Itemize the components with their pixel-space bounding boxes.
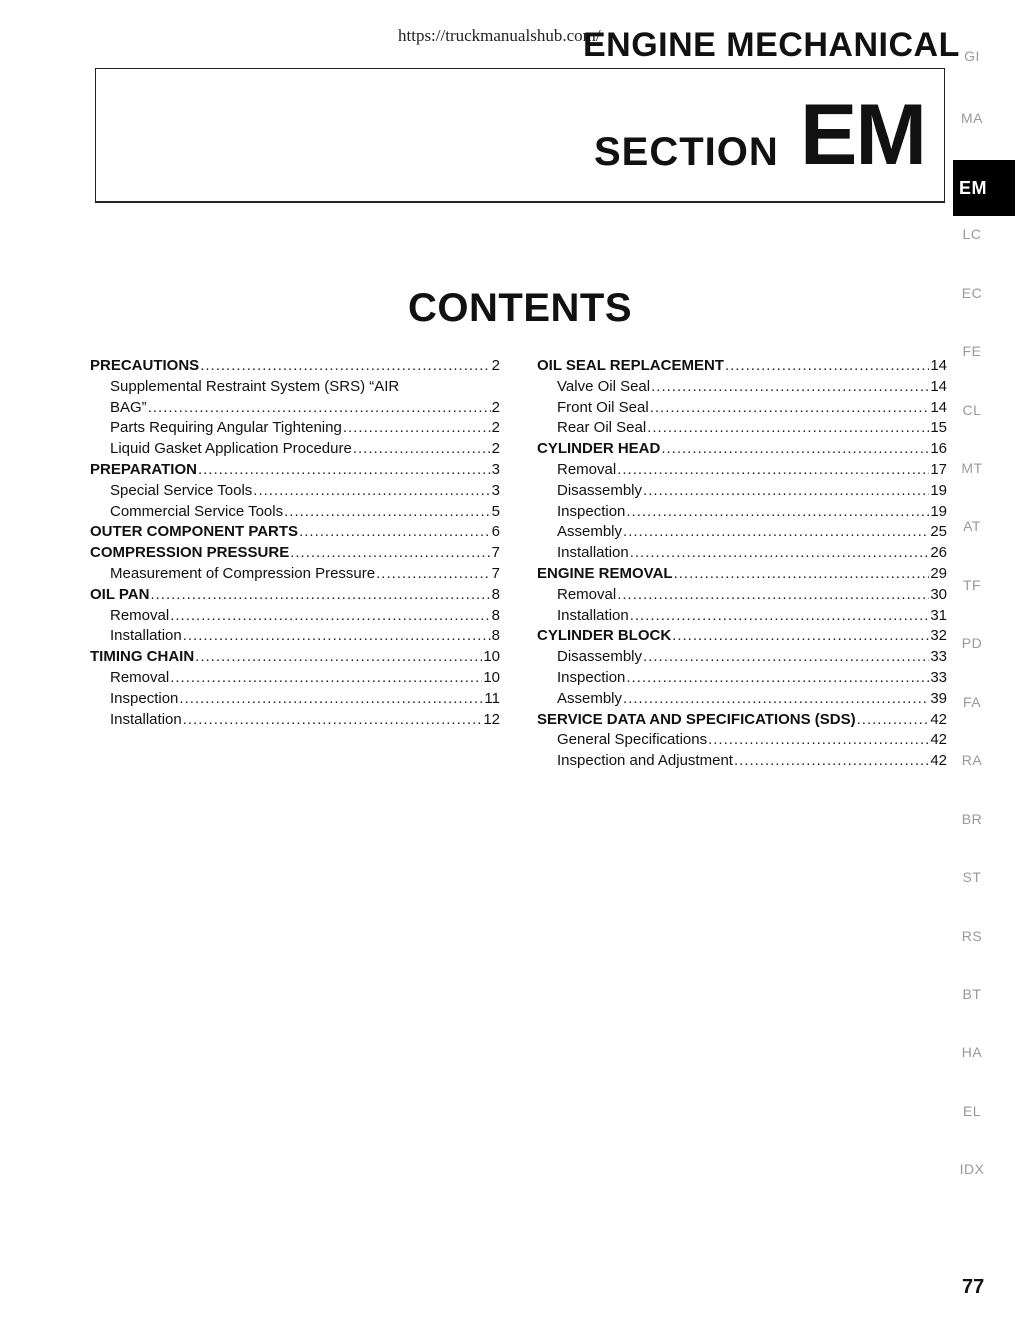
toc-entry-page: 16 [930, 440, 947, 458]
toc-entry-page: 8 [491, 627, 500, 645]
toc-leader-dots [170, 606, 490, 627]
toc-heading-entry [90, 647, 500, 668]
toc-entry [537, 606, 947, 627]
toc-leader-dots [200, 356, 490, 377]
toc-heading-entry [90, 522, 500, 543]
toc-leader-dots [376, 564, 491, 585]
toc-entry-page: 8 [491, 606, 500, 624]
toc-entry [90, 398, 500, 419]
toc-entry-page: 15 [930, 419, 947, 437]
toc-entry [537, 543, 947, 564]
toc-entry-label: CYLINDER BLOCK [537, 627, 672, 645]
section-tab-el[interactable]: EL [962, 1103, 982, 1119]
toc-leader-dots [183, 710, 483, 731]
toc-entry-page: 11 [484, 689, 500, 707]
section-tab-bt[interactable]: BT [962, 986, 982, 1002]
section-tab-cl[interactable]: CL [962, 402, 982, 418]
toc-heading-entry [90, 460, 500, 481]
toc-column-right [537, 356, 947, 772]
toc-entry [90, 626, 500, 647]
toc-leader-dots [630, 606, 930, 627]
toc-entry-label: Valve Oil Seal [557, 377, 651, 395]
toc-entry-label: Special Service Tools [110, 481, 253, 499]
toc-entry-page: 14 [930, 357, 947, 374]
toc-leader-dots [734, 751, 929, 772]
toc-entry [90, 689, 500, 710]
section-tab-ra[interactable]: RA [961, 752, 983, 768]
toc-leader-dots [195, 647, 482, 668]
toc-leader-dots [643, 481, 929, 502]
section-tab-ha[interactable]: HA [961, 1044, 983, 1060]
toc-entry-page: 39 [930, 689, 947, 707]
toc-heading-entry [537, 356, 947, 377]
toc-entry [537, 647, 947, 668]
toc-entry-label: SERVICE DATA AND SPECIFICATIONS (SDS) [537, 710, 856, 728]
toc-entry-page: 14 [930, 377, 947, 395]
toc-entry-page: 2 [491, 440, 500, 458]
toc-entry-label: TIMING CHAIN [90, 648, 195, 666]
toc-entry-page: 7 [491, 544, 500, 562]
toc-heading-entry [537, 564, 947, 585]
toc-entry-page: 32 [930, 627, 947, 645]
toc-entry-label: OUTER COMPONENT PARTS [90, 523, 299, 541]
toc-leader-dots [183, 626, 491, 647]
toc-entry-label: Commercial Service Tools [110, 502, 284, 520]
toc-entry-label: Installation [557, 544, 629, 562]
toc-entry [537, 668, 947, 689]
toc-entry [537, 460, 947, 481]
section-code: EM [800, 87, 925, 183]
toc-entry-page: 31 [930, 606, 947, 624]
toc-entry-page: 26 [930, 544, 947, 562]
toc-entry [537, 689, 947, 710]
toc-leader-dots [647, 418, 929, 439]
toc-entry-label: Parts Requiring Angular Tightening [110, 419, 342, 437]
toc-leader-dots [857, 710, 930, 731]
toc-entry [537, 377, 947, 398]
toc-entry [537, 502, 947, 523]
toc-entry [90, 377, 500, 398]
toc-entry-page: 30 [930, 585, 947, 603]
toc-leader-dots [170, 668, 482, 689]
toc-entry-page: 2 [491, 398, 500, 416]
toc-entry [537, 418, 947, 439]
toc-leader-dots [674, 564, 930, 585]
toc-entry [90, 564, 500, 585]
toc-entry-label: General Specifications [557, 731, 708, 749]
toc-entry-page: 10 [483, 648, 500, 666]
toc-entry [90, 418, 500, 439]
toc-entry [537, 522, 947, 543]
toc-entry-page: 3 [491, 481, 500, 499]
toc-entry [90, 606, 500, 627]
section-tab-mt[interactable]: MT [961, 460, 983, 476]
toc-entry [90, 710, 500, 731]
toc-entry-page: 42 [930, 731, 947, 749]
toc-leader-dots [626, 502, 929, 523]
toc-leader-dots [290, 543, 490, 564]
toc-entry-page: 2 [491, 419, 500, 437]
toc-entry-label: Front Oil Seal [557, 398, 649, 416]
toc-entry [537, 730, 947, 751]
toc-entry [537, 481, 947, 502]
toc-entry [90, 502, 500, 523]
toc-leader-dots [708, 730, 929, 751]
toc-entry-label: Removal [557, 585, 617, 603]
manual-title: ENGINE MECHANICAL [583, 26, 960, 64]
toc-entry-label: Removal [110, 668, 170, 686]
contents-heading: CONTENTS [408, 286, 632, 330]
toc-leader-dots [672, 626, 929, 647]
toc-entry-label: OIL PAN [90, 585, 150, 603]
toc-heading-entry [90, 585, 500, 606]
toc-entry-label: Measurement of Compression Pressure [110, 564, 376, 582]
toc-entry-label: PREPARATION [90, 460, 197, 478]
toc-leader-dots [617, 585, 929, 606]
toc-leader-dots [651, 377, 929, 398]
toc-entry-label: Installation [110, 627, 182, 645]
toc-entry-page: 12 [483, 710, 500, 728]
toc-entry [537, 751, 947, 772]
toc-leader-dots [150, 585, 490, 606]
toc-entry-label: COMPRESSION PRESSURE [90, 544, 290, 562]
toc-leader-dots [626, 668, 929, 689]
toc-entry-page: 42 [930, 752, 947, 770]
section-tab-tf[interactable]: TF [962, 577, 982, 593]
toc-entry-page: 10 [483, 668, 500, 686]
toc-entry-label: Assembly [557, 689, 623, 707]
toc-entry-page: 33 [930, 648, 947, 666]
section-tab-fe[interactable]: FE [962, 343, 982, 359]
section-tab-br[interactable]: BR [961, 811, 983, 827]
toc-entry-page: 6 [491, 523, 500, 541]
toc-entry-page: 25 [930, 523, 947, 541]
toc-leader-dots [179, 689, 483, 710]
toc-entry-page: 14 [930, 398, 947, 416]
toc-entry-page: 8 [491, 585, 500, 603]
toc-entry-label: Inspection [557, 502, 626, 520]
toc-entry-page: 29 [930, 564, 947, 582]
toc-entry-page: 2 [491, 357, 500, 374]
toc-heading-entry [90, 356, 500, 377]
toc-entry [90, 481, 500, 502]
section-tab-lc[interactable]: LC [962, 226, 982, 242]
toc-entry [90, 439, 500, 460]
toc-entry-label: ENGINE REMOVAL [537, 564, 673, 582]
toc-heading-entry [537, 626, 947, 647]
section-tab-idx[interactable]: IDX [959, 1161, 985, 1177]
toc-entry-page: 17 [930, 460, 947, 478]
toc-entry-label: Installation [110, 710, 182, 728]
toc-entry-label: Inspection [110, 689, 179, 707]
toc-entry-label: Installation [557, 606, 629, 624]
toc-leader-dots [630, 543, 930, 564]
toc-leader-dots [148, 398, 491, 419]
toc-entry-label: Disassembly [557, 481, 643, 499]
toc-entry-page: 42 [930, 710, 947, 728]
source-url: https://truckmanualshub.com/ [398, 26, 601, 45]
toc-entry-label: Assembly [557, 523, 623, 541]
section-tab-ma[interactable]: MA [961, 110, 983, 126]
toc-leader-dots [661, 439, 929, 460]
toc-entry [537, 398, 947, 419]
toc-entry-page: 3 [491, 460, 500, 478]
page-number: 77 [962, 1276, 985, 1298]
toc-entry-label: Supplemental Restraint System (SRS) “AIR [110, 377, 400, 395]
toc-leader-dots [353, 439, 491, 460]
toc-leader-dots [650, 398, 930, 419]
toc-leader-dots [299, 522, 491, 543]
toc-entry-label: Disassembly [557, 648, 643, 666]
toc-entry-page: 7 [491, 564, 500, 582]
toc-entry [90, 668, 500, 689]
toc-heading-entry [537, 439, 947, 460]
toc-leader-dots [198, 460, 491, 481]
section-tab-gi[interactable]: GI [964, 48, 980, 64]
toc-entry-label: Inspection and Adjustment [557, 752, 733, 770]
toc-entry-page: 19 [930, 502, 947, 520]
toc-entry-page: 33 [930, 668, 947, 686]
toc-entry-page: 19 [930, 481, 947, 499]
toc-leader-dots [623, 689, 929, 710]
section-label: SECTION [594, 130, 779, 174]
toc-entry-label: BAG” [110, 398, 147, 416]
section-tab-fa[interactable]: FA [962, 694, 982, 710]
toc-entry-label: Inspection [557, 668, 626, 686]
toc-leader-dots [253, 481, 490, 502]
toc-entry-label: CYLINDER HEAD [537, 440, 661, 458]
toc-leader-dots [725, 356, 929, 377]
toc-heading-entry [537, 710, 947, 731]
toc-entry-label: OIL SEAL REPLACEMENT [537, 357, 724, 374]
toc-leader-dots [617, 460, 929, 481]
toc-entry [537, 585, 947, 606]
toc-column-left [90, 356, 500, 730]
section-tab-ec[interactable]: EC [961, 285, 983, 301]
toc-entry-label: Removal [557, 460, 617, 478]
section-tab-st[interactable]: ST [962, 869, 982, 885]
toc-entry-label: Liquid Gasket Application Procedure [110, 440, 352, 458]
section-tab-at[interactable]: AT [963, 518, 981, 534]
section-tab-em[interactable]: EM [953, 160, 1015, 216]
toc-entry-page: 5 [491, 502, 500, 520]
toc-entry-label: Rear Oil Seal [557, 419, 647, 437]
toc-heading-entry [90, 543, 500, 564]
toc-leader-dots [643, 647, 929, 668]
toc-entry-label: PRECAUTIONS [90, 357, 200, 374]
toc-entry-label: Removal [110, 606, 170, 624]
toc-leader-dots [623, 522, 929, 543]
section-tab-pd[interactable]: PD [961, 635, 983, 651]
section-tab-rs[interactable]: RS [961, 928, 983, 944]
toc-leader-dots [343, 418, 491, 439]
toc-leader-dots [284, 502, 491, 523]
